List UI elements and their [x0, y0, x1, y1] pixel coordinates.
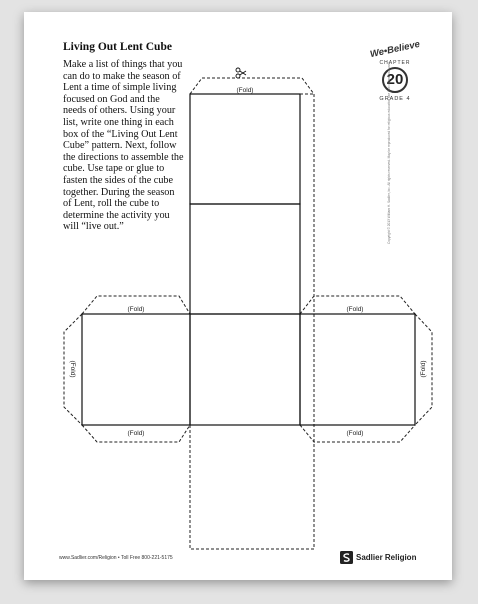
face-center	[190, 314, 300, 425]
sadlier-logo-icon	[340, 551, 353, 564]
chapter-label: CHAPTER	[379, 60, 411, 66]
logo-wordmark: Sadlier Religion	[356, 553, 417, 562]
scissors-icon	[236, 68, 246, 78]
fold-label-right-bottom: (Fold)	[346, 430, 364, 437]
face-upper	[190, 204, 300, 314]
series-logo: We•Believe	[369, 38, 421, 61]
worksheet-directions: Make a list of things that you can do to make the season of Lent a time of simple living focused on God and the needs of others. Using your list, write one thing in each box of the “Living Out Lent Cube” pattern. Next, follow the directions to assemble the cube. Use tape or glue to fasten the sides of the cube together. During the season of Lent, roll the cube to determine the activity you will “live out.”	[63, 59, 184, 233]
face-right	[300, 314, 415, 425]
fold-label-left-bottom: (Fold)	[127, 430, 145, 437]
cube-faces	[82, 94, 415, 425]
face-top	[190, 94, 300, 204]
chapter-number: 20	[382, 67, 408, 93]
fold-label-right-top: (Fold)	[346, 306, 364, 313]
fold-label-top: (Fold)	[236, 87, 254, 94]
worksheet-page	[24, 12, 452, 580]
face-left	[82, 314, 190, 425]
fold-label-left-side: (Fold)	[69, 360, 76, 378]
grade-label: GRADE 4	[379, 96, 411, 102]
footer-contact: www.Sadlier.com/Religion • Toll Free 800-221-5175	[59, 555, 173, 561]
worksheet-title: Living Out Lent Cube	[63, 41, 172, 53]
sadlier-logo	[340, 551, 416, 564]
fold-label-left-top: (Fold)	[127, 306, 145, 313]
fold-label-right-side: (Fold)	[420, 360, 427, 378]
bottom-tab	[190, 425, 314, 549]
copyright-notice: Copyright © 2013 William H. Sadlier, Inc. All rights reserved. May be reproduced for religious education use (not commercial use).	[387, 61, 391, 244]
